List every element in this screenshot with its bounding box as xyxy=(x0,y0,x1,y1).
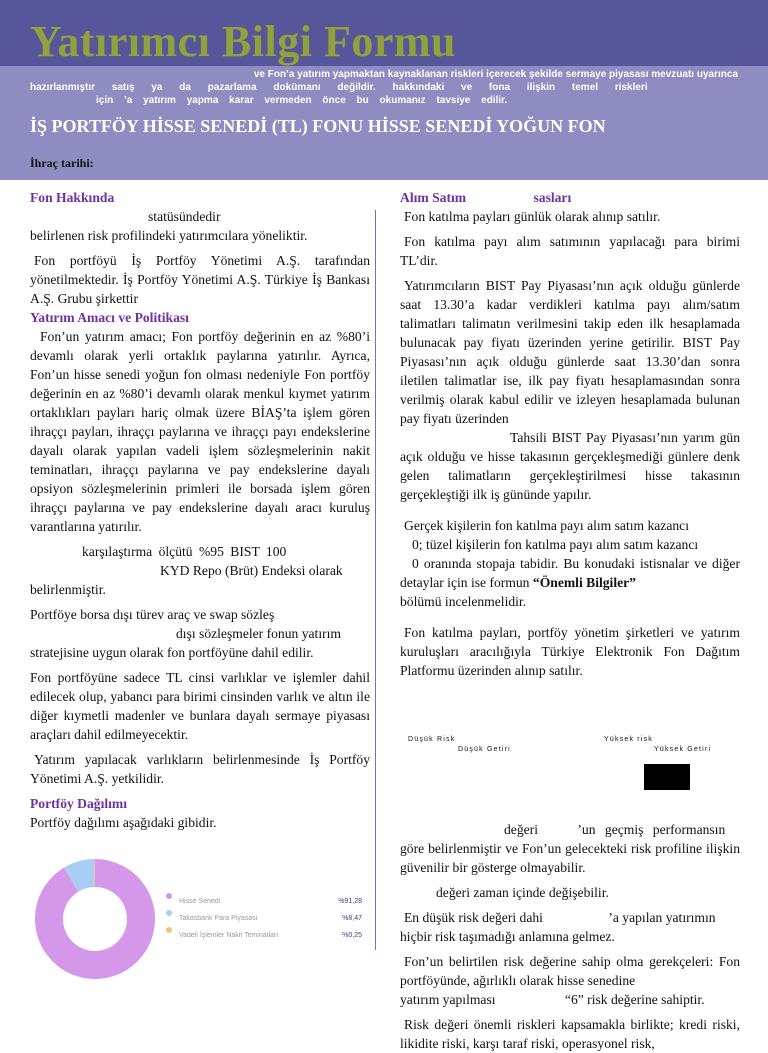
benchmark-line-3: belirlenmiştir. xyxy=(30,582,106,597)
tax-line-3-text: 0 oranında stopaja tabidir. Bu konudaki istisnalar ve diğer detaylar için ise formun xyxy=(400,556,740,590)
risk-paragraph-1-rest: göre belirlenmiştir ve Fon’un gelecekteki risk profiline ilişkin güvenilir bir gösterge olmayabilir. xyxy=(400,841,740,875)
right-column xyxy=(400,188,740,1053)
legend-swatch xyxy=(166,893,172,899)
chart-legend xyxy=(166,892,362,943)
derivatives-line-1: Portföye borsa dışı türev araç ve swap sözleş xyxy=(30,607,275,622)
trade-paragraph-3: Yatırımcıların BIST Pay Piyasası’nın açık olduğu günlerde saat 13.30’a kadar verdikleri katılma payı alım/satım talimatları talimatın verilmesini takip eden ilk hesaplamada bulunacak pay fiyatı üzerinden yerine getirilir. BIST Pay Piyasası’nın açık olduğu günlerde saat 13.30’dan sonra iletilen talimatlar ise, ilk pay fiyatı hesaplamasından sonra verilmiş olarak kabul edilir ve izleyen hesaplamada bulunan pay fiyatı üzerinden xyxy=(400,278,740,426)
intro-text xyxy=(30,68,738,107)
fund-about-heading: Fon Hakkında xyxy=(30,190,115,205)
derivatives-line-3: stratejisine uygun olarak fon portföyüne dahil edilir. xyxy=(30,645,314,660)
risk-high-label: Yüksek risk xyxy=(604,736,653,743)
policy-heading: Yatırım Amacı ve Politikası xyxy=(30,310,189,325)
fund-name: İŞ PORTFÖY HİSSE SENEDİ (TL) FONU HİSSE SENEDİ YOĞUN FON xyxy=(30,116,606,136)
legend-row-stocks xyxy=(166,892,362,909)
important-info-ref: “Önemli Bilgiler” xyxy=(532,575,636,590)
legend-swatch xyxy=(166,910,172,916)
intro-line-2: hazırlanmıştır satış ya da pazarlama dokümanı değildir. hakkındaki ve fona ilişkin temel riskleri xyxy=(30,82,648,93)
tax-line-1: Gerçek kişilerin fon katılma payı alım satım kazancı xyxy=(404,518,689,533)
tax-line-3 xyxy=(400,554,740,592)
legend-row-futures-cash-collateral xyxy=(166,926,362,943)
tax-line-4: bölümü incelenmelidir. xyxy=(400,594,527,609)
risk-low-return-label: Düşük Getiri xyxy=(458,746,511,753)
tl-assets-paragraph: Fon portföyüne sadece TL cinsi varlıklar ve işlemler dahil edilecek olup, yabancı para birimi cinsinden varlık ve altın ile diğer kıymetli madenler ve bunlara dayalı sermaye piyasası araçları dahil edilmeyecektir. xyxy=(30,670,370,742)
trade-paragraph-1: Fon katılma payları günlük olarak alınıp satılır. xyxy=(404,209,661,224)
risk-p4-part-b: yatırım yapılması xyxy=(400,992,496,1007)
trade-paragraph-3-continued: Tahsili BIST Pay Piyasası’nın yarım gün açık olduğu ve hisse takasının gerçekleşmediği günlere denk gelen talimatların gerçekleştirilmesi hisse takasının gerçekleştiği ilk iş gününde yapılır. xyxy=(400,430,740,502)
tax-line-2: 0; tüzel kişilerin fon katılma payı alım satım kazancı xyxy=(412,537,699,552)
legend-value: %0,25 xyxy=(342,932,362,939)
allocation-chart xyxy=(30,860,370,960)
trade-heading-part-1: Alım Satım xyxy=(400,190,467,205)
legend-label: Takasbank Para Piyasası xyxy=(179,915,258,922)
donut-chart xyxy=(30,854,160,984)
left-column xyxy=(30,188,370,960)
trade-heading-part-2: sasları xyxy=(533,190,572,205)
issue-date-label: İhraç tarihi: xyxy=(30,156,94,170)
risk-line-1 xyxy=(400,820,740,839)
legend-swatch xyxy=(166,927,172,933)
legend-row-takasbank-money-market xyxy=(166,909,362,926)
about-line-1: statüsündedir xyxy=(148,209,221,224)
trade-paragraph-2: Fon katılma payı alım satımının yapılacağı para birimi TL’dir. xyxy=(400,234,740,268)
allocation-intro: Portföy dağılımı aşağıdaki gibidir. xyxy=(30,815,217,830)
risk-scale xyxy=(400,730,740,820)
page-title: Yatırımcı Bilgi Formu xyxy=(30,17,456,66)
legend-value: %91,28 xyxy=(338,898,362,905)
risk-p4-part-c: “6” risk değerine sahiptir. xyxy=(564,992,705,1007)
risk-indicator-box xyxy=(644,764,690,790)
benchmark-line-1: karşılaştırma ölçütü %95 BIST 100 xyxy=(82,544,287,559)
derivatives-line-2: dışı sözleşmeler fonun yatırım xyxy=(176,626,341,641)
risk-p3-part-2: ’a yapılan yatırımın xyxy=(608,910,716,925)
header-band xyxy=(0,0,768,180)
legend-label: Vadeli İşlemler Nakit Teminatları xyxy=(179,932,279,939)
risk-paragraph-5: Risk değeri önemli riskleri kapsamakla birlikte; kredi riski, likidite riski, karşı taraf riski, operasyonel risk, xyxy=(400,1017,740,1051)
risk-paragraph-3-continued: hiçbir risk taşımadığı anlamına gelmez. xyxy=(400,929,615,944)
about-line-2: belirlenen risk profilindeki yatırımcılara yöneliktir. xyxy=(30,228,308,243)
legend-value: %8,47 xyxy=(342,915,362,922)
benchmark-line-2: KYD Repo (Brüt) Endeksi olarak xyxy=(160,563,343,578)
trade-heading xyxy=(400,188,740,207)
tefas-paragraph: Fon katılma payları, portföy yönetim şirketleri ve yatırım kuruluşları aracılığıyla Türkiye Elektronik Fon Dağıtım Platformu üzerinden alınıp satılır. xyxy=(400,625,740,678)
intro-line-1: ve Fon’a yatırım yapmaktan kaynaklanan riskleri içerecek şekilde sermaye piyasası mevzuatı uyarınca xyxy=(253,69,738,80)
legend-label: Hisse Senedi xyxy=(179,898,221,905)
risk-paragraph-3 xyxy=(400,908,740,927)
risk-p3-part-1: En düşük risk değeri dahi xyxy=(404,910,543,925)
risk-high-return-label: Yüksek Getiri xyxy=(654,746,712,753)
allocation-heading: Portföy Dağılımı xyxy=(30,796,128,811)
risk-paragraph-2: değeri zaman içinde değişebilir. xyxy=(436,885,609,900)
about-paragraph-2: Fon portföyü İş Portföy Yönetimi A.Ş. tarafından yönetilmektedir. İş Portföy Yönetimi A.Ş. Türkiye İş Bankası A.Ş. Grubu şirkettir xyxy=(30,253,370,306)
risk-low-label: Düşük Risk xyxy=(408,736,456,743)
intro-line-3: için ’a yatırım yapma karar vermeden önce bu okumanız tavsiye edilir. xyxy=(96,95,508,106)
risk-paragraph-4: Fon’un belirtilen risk değerine sahip olma gerekçeleri: Fon portföyünde, ağırlıklı olarak hisse senedine xyxy=(400,954,740,988)
risk-paragraph-4-line xyxy=(400,990,740,1009)
policy-paragraph: Fon’un yatırım amacı; Fon portföy değerinin en az %80’i devamlı olarak yerli ortaklık paylarına yatırılır. Ayrıca, Fon’un hisse senedi yoğun fon olması nedeniyle Fon portföy değerinin en az %80’i devamlı olarak menkul kıymet yatırım ortaklıkları payları hariç olmak üzere BİAŞ’ta işlem gören ihraççı payları, ihraççı paylarına ve ihraççı payı endekslerine dayalı olarak yapılan vadeli işlem sözleşmelerinin nakit teminatları, ihraççı paylarına ve pay endekslerine dayalı opsiyon sözleşmelerinin primleri ile borsada işlem gören ihraççı paylarına ve pay endekslerine dayalı aracı kuruluş varantlarına yatırılır. xyxy=(30,329,370,534)
column-divider xyxy=(375,210,376,950)
risk-past-text: ’un geçmiş performansın xyxy=(577,822,726,837)
authority-paragraph: Yatırım yapılacak varlıkların belirlenmesinde İş Portföy Yönetimi A.Ş. yetkilidir. xyxy=(30,752,370,786)
risk-value-word: değeri xyxy=(504,822,538,837)
